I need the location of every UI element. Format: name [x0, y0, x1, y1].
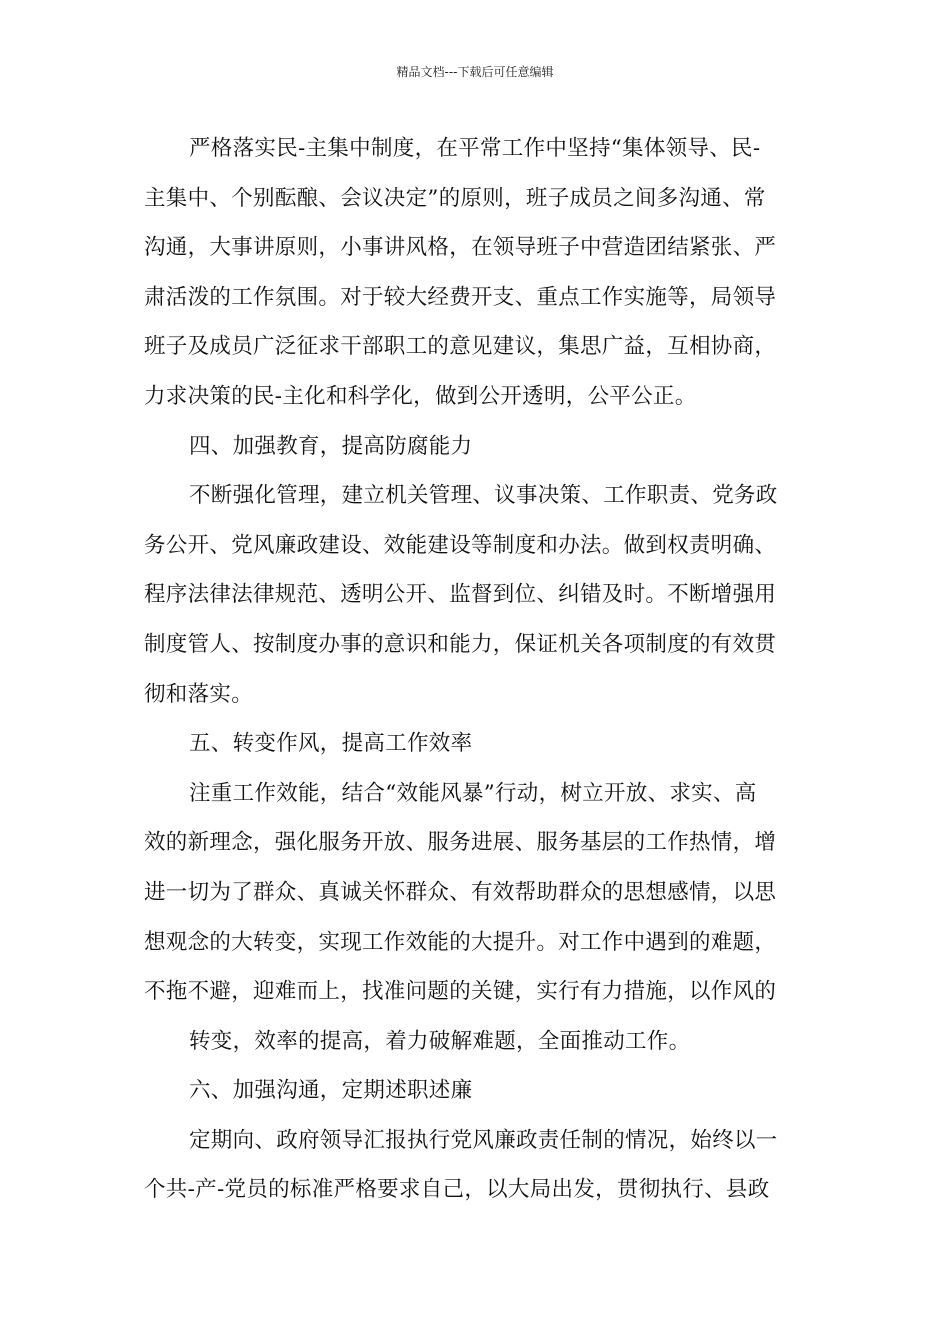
paragraph-line: 定期向、政府领导汇报执行党风廉政责任制的情况，始终以一 — [189, 1127, 778, 1153]
paragraph-line: 想观念的大转变，实现工作效能的大提升。对工作中遇到的难题， — [144, 929, 777, 955]
paragraph-line: 彻和落实。 — [144, 681, 254, 707]
paragraph-line: 班子及成员广泛征求干部职工的意见建议，集思广益，互相协商， — [144, 334, 777, 360]
paragraph-line: 制度管人、按制度办事的意识和能力，保证机关各项制度的有效贯 — [144, 631, 777, 657]
paragraph-line: 个共-产-党员的标准严格要求自己，以大局出发，贯彻执行、县政 — [144, 1177, 770, 1203]
section-heading: 五、转变作风，提高工作效率 — [189, 731, 473, 757]
paragraph-line: 不拖不避，迎难而上，找准问题的关键，实行有力措施，以作风的 — [144, 979, 777, 1005]
paragraph-line: 严格落实民-主集中制度，在平常工作中坚持“集体领导、民- — [189, 136, 761, 161]
section-heading: 六、加强沟通，定期述职述廉 — [189, 1078, 473, 1104]
paragraph-line: 务公开、党风廉政建设、效能建设等制度和办法。做到权责明确、 — [144, 532, 777, 558]
section-heading: 四、加强教育，提高防腐能力 — [189, 433, 473, 459]
paragraph-line: 力求决策的民-主化和科学化，做到公开透明，公平公正。 — [144, 383, 697, 409]
paragraph-line: 转变，效率的提高，着力破解难题，全面推动工作。 — [189, 1028, 691, 1054]
paragraph-line: 肃活泼的工作氛围。对于较大经费开支、重点工作实施等，局领导 — [144, 284, 777, 310]
paragraph-line: 注重工作效能，结合“效能风暴”行动，树立开放、求实、高 — [189, 780, 757, 806]
paragraph-line: 程序法律法律规范、透明公开、监督到位、纠错及时。不断增强用 — [144, 582, 777, 608]
paragraph-line: 效的新理念，强化服务开放、服务进展、服务基层的工作热情，增 — [144, 830, 777, 856]
paragraph-line: 沟通，大事讲原则，小事讲风格，在领导班子中营造团结紧张、严 — [144, 235, 777, 261]
page-header: 精品文档---下载后可任意编辑 — [396, 65, 554, 79]
paragraph-line: 进一切为了群众、真诚关怀群众、有效帮助群众的思想感情，以思 — [144, 879, 777, 905]
paragraph-line: 主集中、个别酝酿、会议决定”的原则，班子成员之间多沟通、常 — [144, 185, 766, 211]
paragraph-line: 不断强化管理，建立机关管理、议事决策、工作职责、党务政 — [189, 483, 778, 509]
document-body — [144, 124, 810, 1215]
